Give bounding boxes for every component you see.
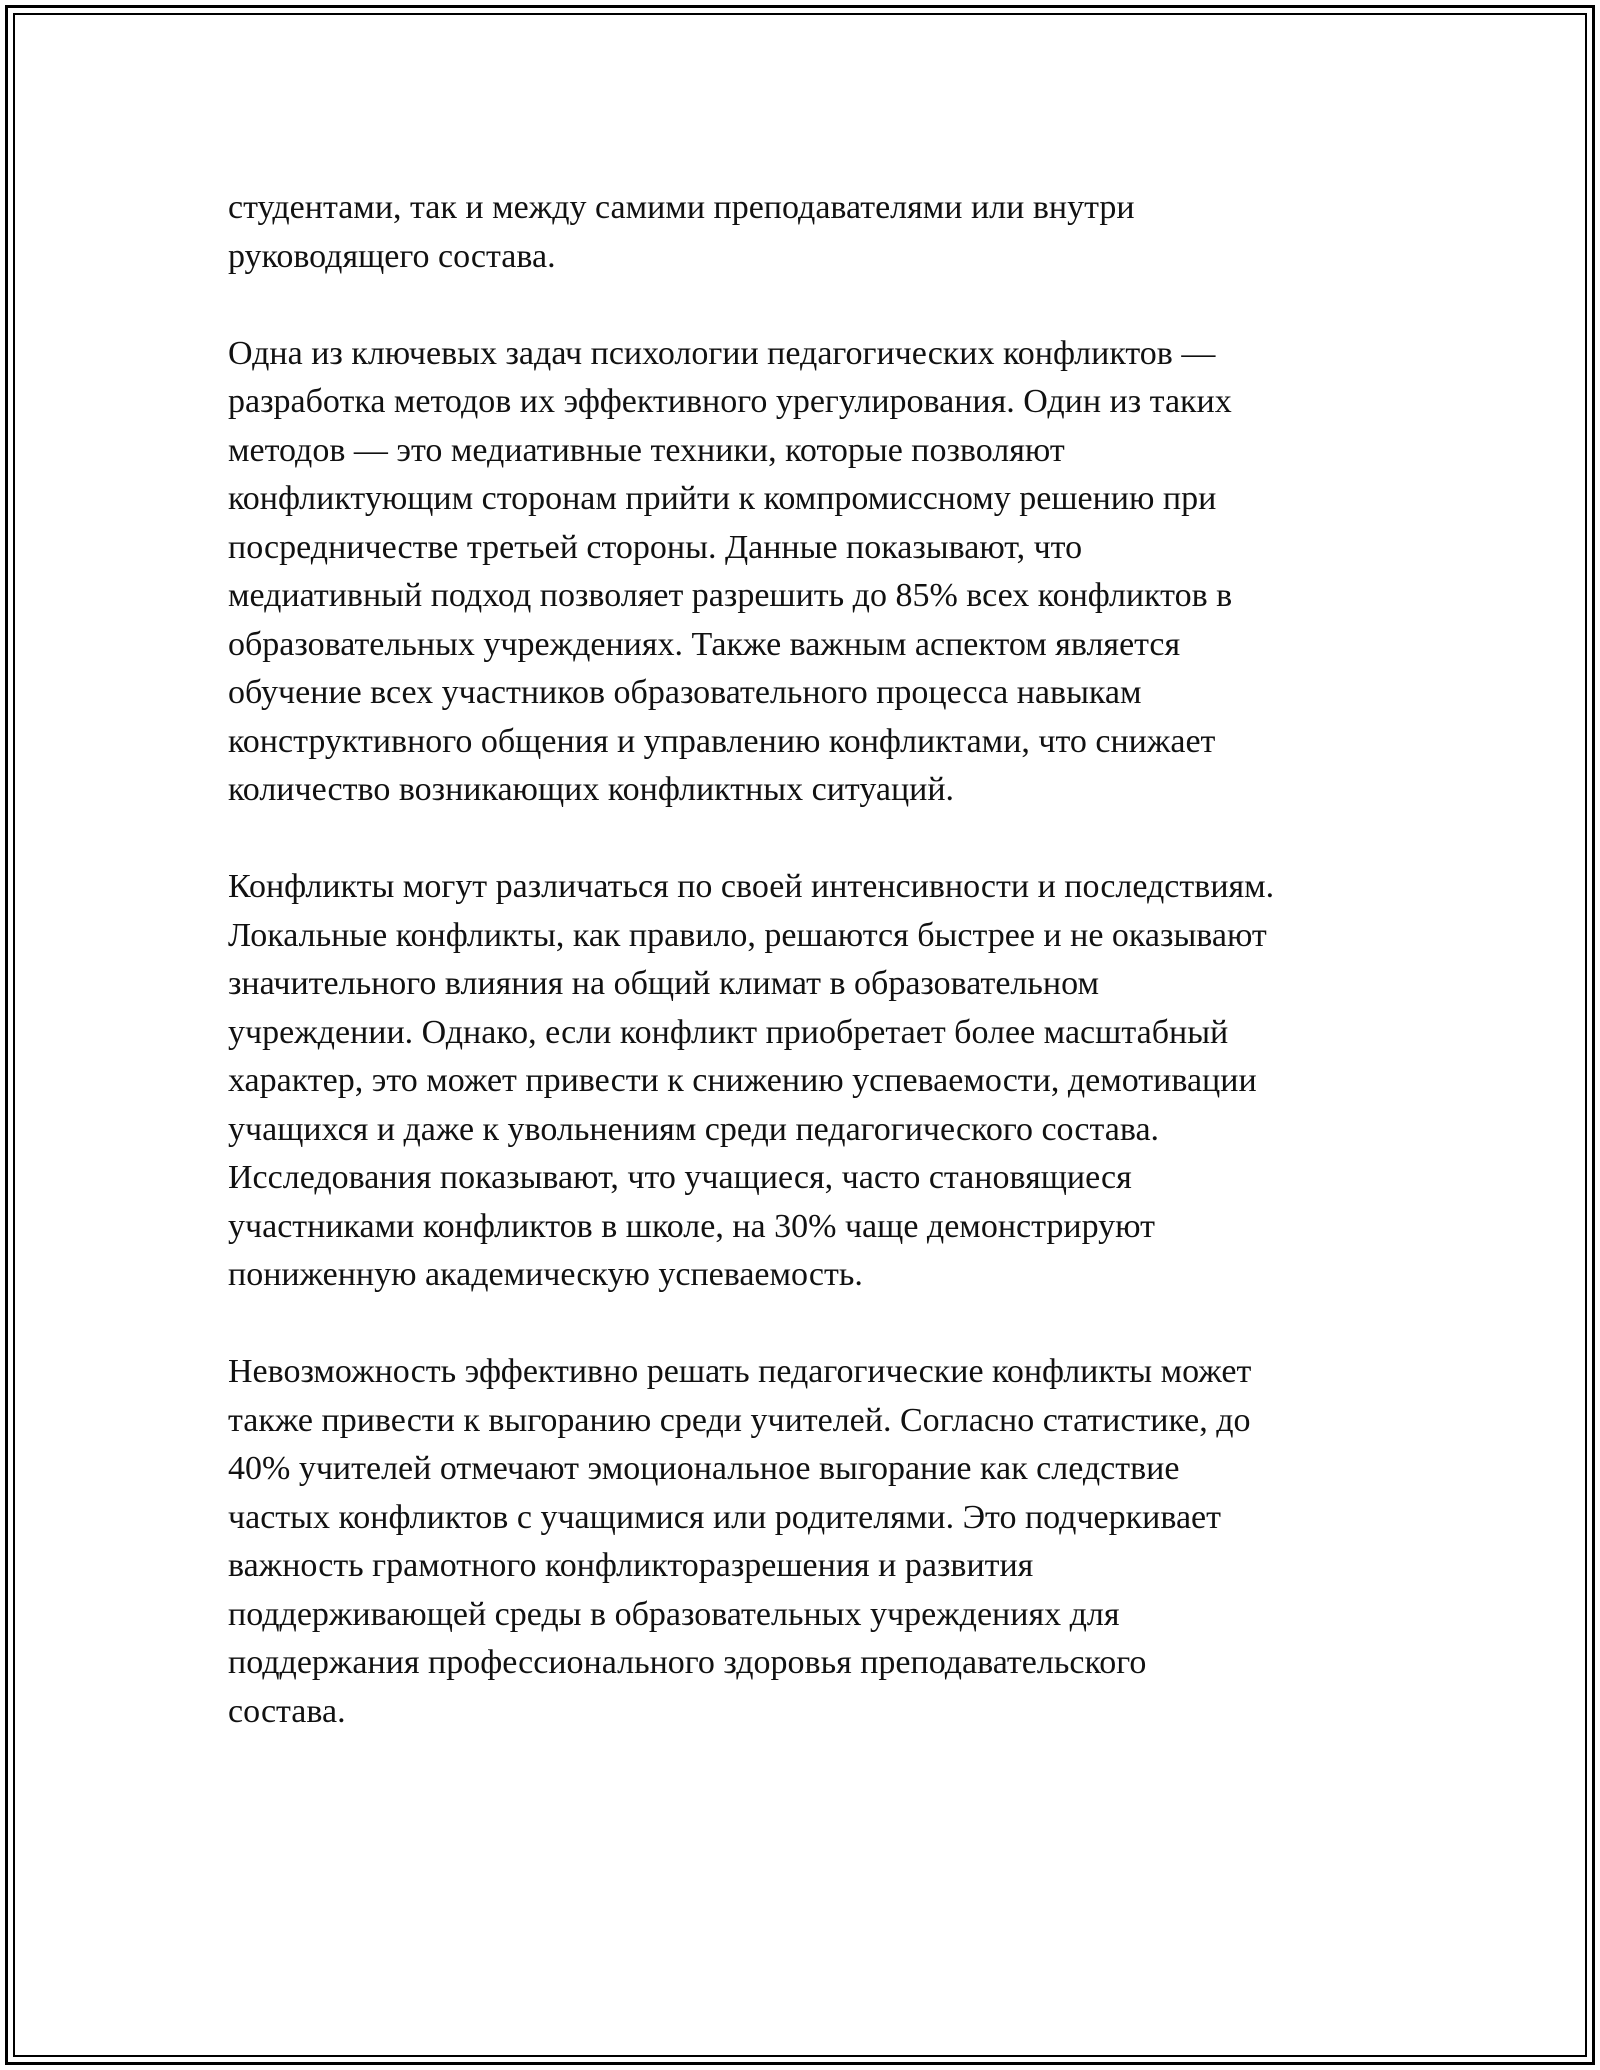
text-line: образовательных учреждениях. Также важным аспектом является xyxy=(228,625,1181,663)
text-line: руководящего состава. xyxy=(228,237,556,275)
text-line: частых конфликтов с учащимися или родителями. Это подчеркивает xyxy=(228,1498,1222,1536)
text-line: обучение всех участников образовательного процесса навыкам xyxy=(228,674,1142,711)
text-line: количество возникающих конфликтных ситуаций. xyxy=(228,771,955,808)
text-line: посредничестве третьей стороны. Данные показывают, что xyxy=(228,528,1083,566)
text-line: конструктивного общения и управлению конфликтами, что снижает xyxy=(228,722,1216,760)
text-line: также привести к выгоранию среди учителей. Согласно статистике, до xyxy=(228,1401,1251,1439)
text-line: поддерживающей среды в образовательных учреждениях для xyxy=(228,1595,1120,1633)
text-line: студентами, так и между самими преподавателями или внутри xyxy=(228,189,1135,226)
paragraph-1 xyxy=(228,184,1388,281)
text-line: методов — это медиативные техники, которые позволяют xyxy=(228,431,1065,469)
text-line: характер, это может привести к снижению успеваемости, демотивации xyxy=(228,1062,1257,1099)
text-line: конфликтующим сторонам прийти к компромиссному решению при xyxy=(228,480,1217,517)
paragraph-4 xyxy=(228,1348,1388,1736)
text-line: Невозможность эффективно решать педагогические конфликты может xyxy=(228,1353,1252,1390)
text-line: Локальные конфликты, как правило, решаются быстрее и не оказывают xyxy=(228,916,1267,954)
text-line: участниками конфликтов в школе, на 30% чаще демонстрируют xyxy=(228,1207,1155,1245)
text-line: Одна из ключевых задач психологии педагогических конфликтов — xyxy=(228,334,1216,372)
text-line: Исследования показывают, что учащиеся, часто становящиеся xyxy=(228,1159,1132,1196)
text-line: важность грамотного конфликторазрешения и развития xyxy=(228,1547,1034,1584)
text-line: 40% учителей отмечают эмоциональное выгорание как следствие xyxy=(228,1450,1180,1487)
document-body xyxy=(228,184,1388,1785)
text-line: пониженную академическую успеваемость. xyxy=(228,1256,863,1293)
paragraph-2 xyxy=(228,330,1388,815)
text-line: поддержания профессионального здоровья преподавательского xyxy=(228,1644,1147,1681)
text-line: учреждении. Однако, если конфликт приобретает более масштабный xyxy=(228,1013,1229,1051)
paragraph-3 xyxy=(228,863,1388,1300)
text-line: значительного влияния на общий климат в образовательном xyxy=(228,965,1099,1002)
text-line: Конфликты могут различаться по своей интенсивности и последствиям. xyxy=(228,868,1275,905)
text-line: состава. xyxy=(228,1692,346,1730)
text-line: медиативный подход позволяет разрешить до 85% всех конфликтов в xyxy=(228,577,1233,614)
text-line: учащихся и даже к увольнениям среди педагогического состава. xyxy=(228,1110,1160,1148)
text-line: разработка методов их эффективного урегулирования. Один из таких xyxy=(228,383,1232,420)
